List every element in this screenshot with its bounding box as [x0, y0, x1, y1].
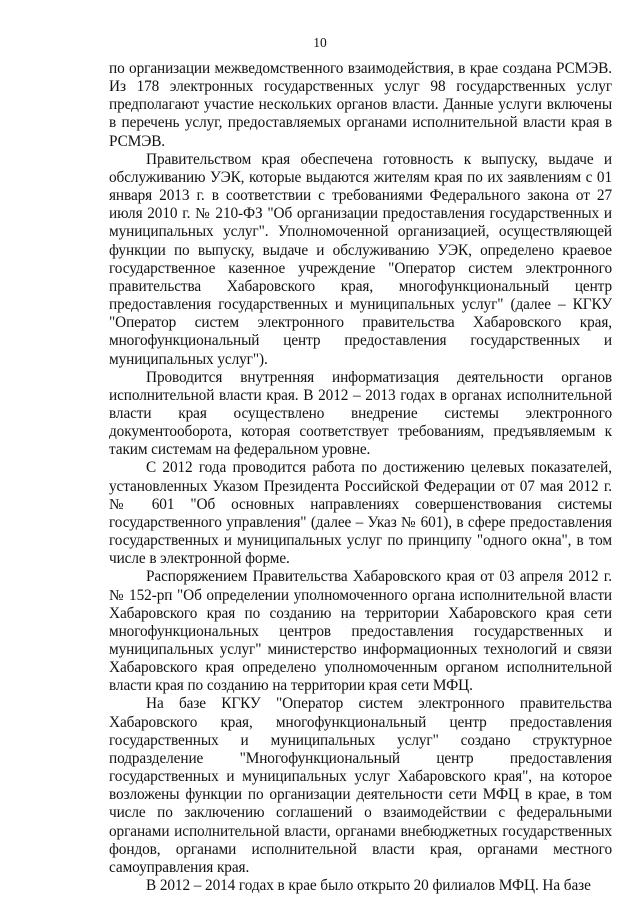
- paragraph-order: Распоряжением Правительства Хабаровского края от 03 апреля 2012 г. № 152-рп "Об определении уполномоченного органа исполнительной власти Хабаровского края по созданию на территории Хабаровского края сети многофункциональных центров предоставления государственных и муниципальных услуг" министерство информационных технологий и связи Хабаровского края определено уполномоченным органом исполнительной власти края по созданию на территории края сети МФЦ.: [109, 568, 612, 695]
- document-body: [109, 60, 612, 895]
- paragraph-continued: по организации межведомственного взаимодействия, в крае создана РСМЭВ. Из 178 электронных государственных услуг 98 государственных услуг предполагают участие нескольких органов власти. Данные услуги включены в перечень услуг, предоставляемых органами исполнительной власти края в РСМЭВ.: [109, 60, 612, 150]
- page-number: 10: [313, 35, 327, 50]
- paragraph-targets: С 2012 года проводится работа по достижению целевых показателей, установленных Указом Президента Российской Федерации от 07 мая 2012 г. № 601 "Об основных направлениях совершенствования системы государственного управления" (далее – Указ № 601), в сфере предоставления государственных и муниципальных услуг по принципу "одного окна", в том числе в электронной форме.: [109, 459, 612, 568]
- paragraph-branches: В 2012 – 2014 годах в крае было открыто 20 филиалов МФЦ. На базе: [146, 877, 591, 895]
- paragraph-informatization: Проводится внутренняя информатизация деятельности органов исполнительной власти края. В 2012 – 2013 годах в органах исполнительной власти края осуществлено внедрение системы электронного документооборота, которая соответствует требованиям, предъявляемым к таким системам на федеральном уровне.: [109, 368, 612, 459]
- paragraph-mfc-unit: На базе КГКУ "Оператор систем электронного правительства Хабаровского края, многофункциональный центр предоставления государственных и муниципальных услуг" создано структурное подразделение "Многофункциональный центр предоставления государственных и муниципальных услуг Хабаровского края", на которое возложены функции по организации деятельности сети МФЦ в крае, в том числе по заключению соглашений о взаимодействии с федеральными органами исполнительной власти, органами внебюджетных государственных фондов, органами исполнительной власти края, органами местного самоуправления края.: [109, 695, 612, 876]
- paragraph-uek: Правительством края обеспечена готовность к выпуску, выдаче и обслуживанию УЭК, которые выдаются жителям края по их заявлениям с 01 января 2013 г. в соответствии с требованиями Федерального закона от 27 июля 2010 г. № 210-ФЗ "Об организации предоставления государственных и муниципальных услуг". Уполномоченной организацией, осуществляющей функции по выпуску, выдаче и обслуживанию УЭК, определено краевое государственное казенное учреждение "Оператор систем электронного правительства Хабаровского края, многофункциональный центр предоставления государственных и муниципальных услуг" (далее – КГКУ "Оператор систем электронного правительства Хабаровского края, многофункциональный центр предоставления государственных и муниципальных услуг").: [109, 150, 612, 368]
